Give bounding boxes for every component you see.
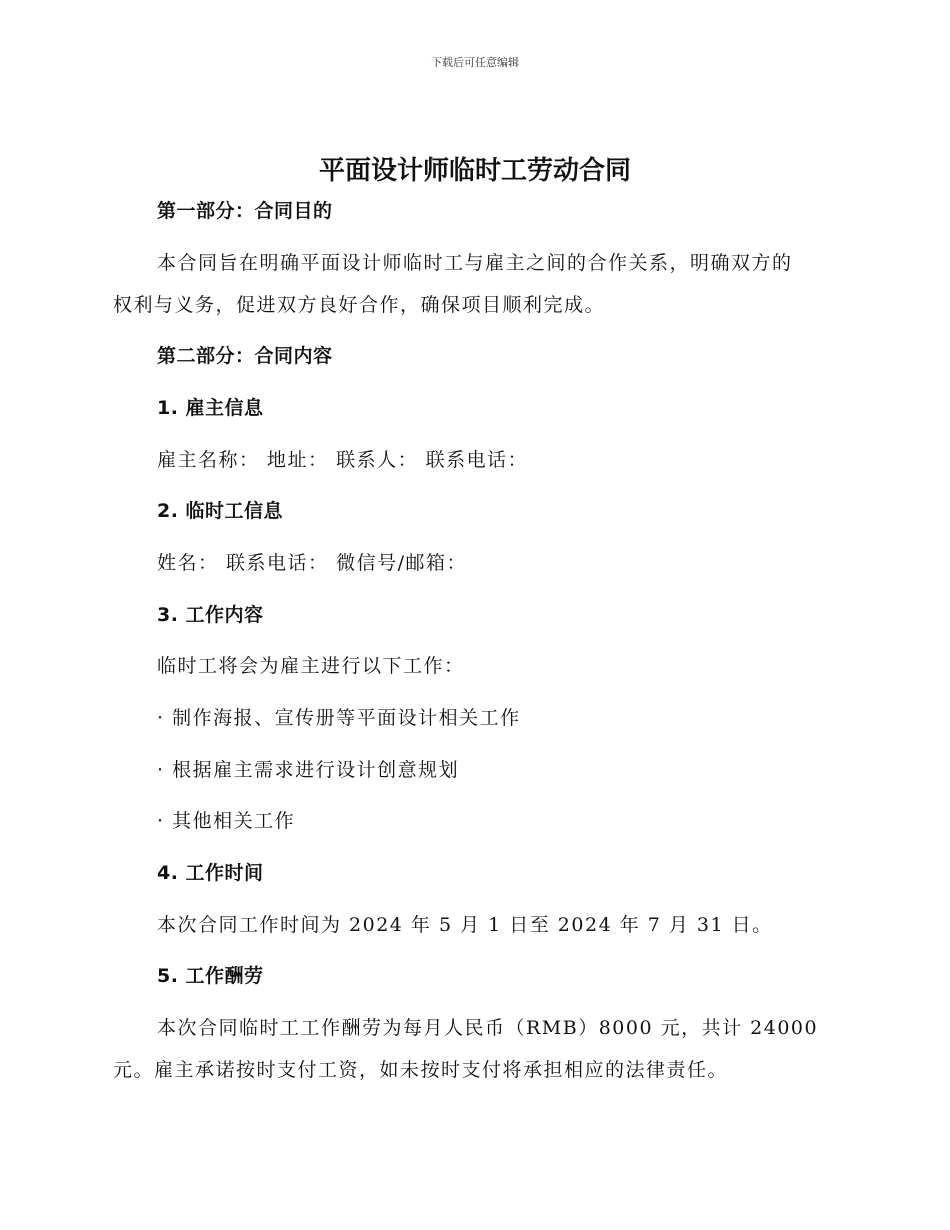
part2-heading: 第二部分：合同内容 (157, 345, 333, 367)
pay-paragraph-line2: 元。雇主承诺按时支付工资，如未按时支付将承担相应的法律责任。 (113, 1059, 729, 1081)
employer-info-fields: 雇主名称： 地址： 联系人： 联系电话： (157, 449, 529, 471)
work-content-item: · 根据雇主需求进行设计创意规划 (157, 759, 460, 781)
work-content-item: · 制作海报、宣传册等平面设计相关工作 (157, 707, 521, 729)
part1-paragraph-line1: 本合同旨在明确平面设计师临时工与雇主之间的合作关系，明确双方的 (157, 252, 793, 274)
work-content-item: · 其他相关工作 (157, 810, 296, 832)
document-title: 平面设计师临时工劳动合同 (318, 156, 631, 186)
work-content-intro: 临时工将会为雇主进行以下工作： (157, 655, 465, 677)
work-time-heading: 4. 工作时间 (157, 862, 264, 884)
employer-info-heading: 1. 雇主信息 (157, 397, 264, 419)
page-header-note: 下载后可任意编辑 (431, 56, 519, 69)
part1-paragraph-line2: 权利与义务，促进双方良好合作，确保项目顺利完成。 (113, 294, 606, 316)
pay-heading: 5. 工作酬劳 (157, 965, 264, 987)
worker-info-heading: 2. 临时工信息 (157, 500, 284, 522)
part1-heading: 第一部分：合同目的 (157, 200, 333, 222)
work-time-text: 本次合同工作时间为 2024 年 5 月 1 日至 2024 年 7 月 31 日。 (157, 914, 773, 936)
worker-info-fields: 姓名： 联系电话： 微信号/邮箱： (157, 552, 467, 574)
work-content-heading: 3. 工作内容 (157, 604, 264, 626)
pay-paragraph-line1: 本次合同临时工工作酬劳为每月人民币（RMB）8000 元，共计 24000 (157, 1017, 819, 1039)
